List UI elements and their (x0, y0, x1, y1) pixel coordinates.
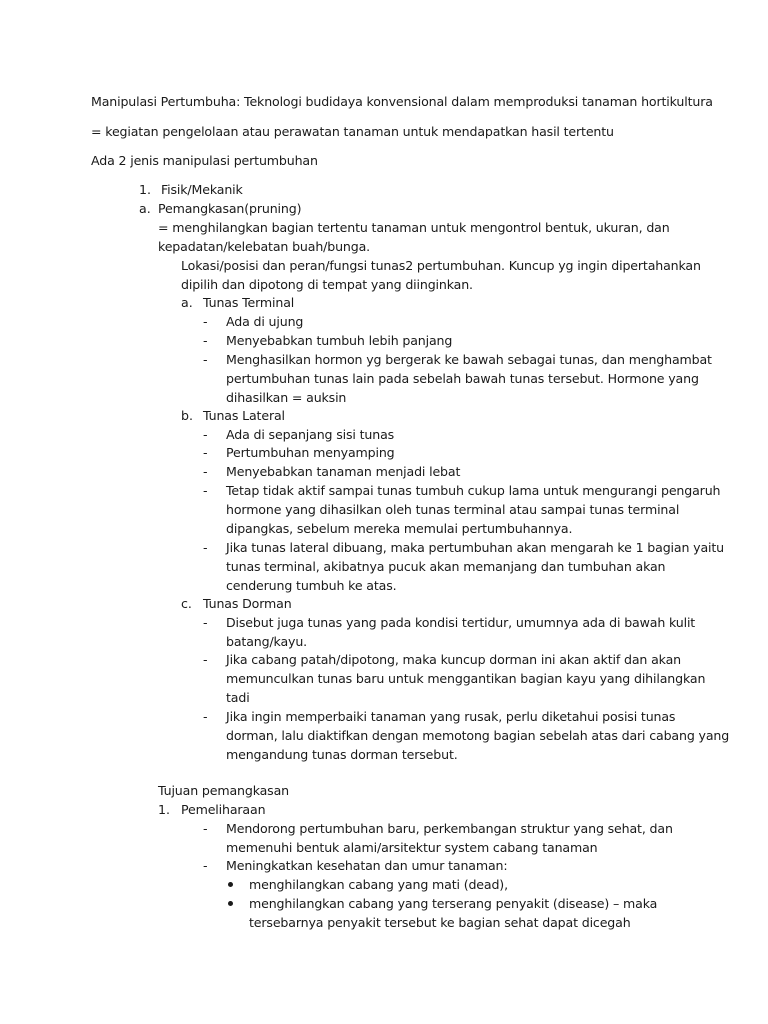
terminal-item-1: Ada di ujung (226, 314, 304, 329)
terminal-item-1-dash: - (203, 314, 208, 329)
dorman-item-3-line-1: Jika ingin memperbaiki tanaman yang rusak, perlu diketahui posisi tunas (226, 709, 676, 724)
lateral-item-4-dash: - (203, 483, 208, 498)
lateral-item-5-line-2: tunas terminal, akibatnya pucuk akan memanjang dan tumbuhan akan (226, 559, 666, 574)
doc-title: Manipulasi Pertumbuha: Teknologi budidaya konvensional dalam memproduksi tanaman hortikultura (91, 94, 713, 109)
lateral-item-3-dash: - (203, 464, 208, 479)
lateral-item-2-dash: - (203, 445, 208, 460)
tujuan-item-1-title: Pemeliharaan (181, 802, 266, 817)
terminal-title: Tunas Terminal (203, 295, 295, 310)
terminal-item-3-line-2: pertumbuhan tunas lain pada sebelah bawah tunas tersebut. Hormone yang (226, 371, 699, 386)
dorman-item-3-dash: - (203, 709, 208, 724)
tujuan-point-2-dash: - (203, 858, 208, 873)
location-line-1: Lokasi/posisi dan peran/fungsi tunas2 pertumbuhan. Kuncup yg ingin dipertahankan (181, 258, 701, 273)
bullet-dot-icon (228, 901, 233, 906)
lateral-item-5-line-3: cenderung tumbuh ke atas. (226, 578, 397, 593)
terminal-item-3-line-1: Menghasilkan hormon yg bergerak ke bawah sebagai tunas, dan menghambat (226, 352, 712, 367)
bullet-dot-icon (228, 882, 233, 887)
dorman-item-2-line-3: tadi (226, 690, 250, 705)
location-line-2: dipilih dan dipotong di tempat yang diinginkan. (181, 277, 473, 292)
sub-a-marker: a. (139, 201, 151, 216)
lateral-item-5-line-1: Jika tunas lateral dibuang, maka pertumbuhan akan mengarah ke 1 bagian yaitu (226, 540, 724, 555)
dorman-marker: c. (181, 596, 192, 611)
dorman-item-1-dash: - (203, 615, 208, 630)
tujuan-point-1-line-2: memenuhi bentuk alami/arsitektur system cabang tanaman (226, 840, 598, 855)
lateral-item-2: Pertumbuhan menyamping (226, 445, 395, 460)
terminal-marker: a. (181, 295, 193, 310)
lateral-item-1-dash: - (203, 427, 208, 442)
lateral-item-5-dash: - (203, 540, 208, 555)
sub-a-definition-line-1: = menghilangkan bagian tertentu tanaman untuk mengontrol bentuk, ukuran, dan (158, 220, 670, 235)
lateral-title: Tunas Lateral (203, 408, 285, 423)
lateral-marker: b. (181, 408, 193, 423)
dorman-item-2-line-2: memunculkan tunas baru untuk menggantikan bagian kayu yang dihilangkan (226, 671, 706, 686)
lateral-item-3: Menyebabkan tanaman menjadi lebat (226, 464, 461, 479)
lateral-item-4-line-1: Tetap tidak aktif sampai tunas tumbuh cukup lama untuk mengurangi pengaruh (226, 483, 721, 498)
tujuan-bullet-2-line-1: menghilangkan cabang yang terserang penyakit (disease) – maka (249, 896, 658, 911)
dorman-item-3-line-3: mengandung tunas dorman tersebut. (226, 747, 458, 762)
doc-definition: = kegiatan pengelolaan atau perawatan tanaman untuk mendapatkan hasil tertentu (91, 124, 614, 139)
sub-a-title: Pemangkasan(pruning) (158, 201, 302, 216)
dorman-item-1-line-2: batang/kayu. (226, 634, 308, 649)
section1-title: Fisik/Mekanik (161, 182, 243, 197)
dorman-item-1-line-1: Disebut juga tunas yang pada kondisi tertidur, umumnya ada di bawah kulit (226, 615, 696, 630)
lateral-item-1: Ada di sepanjang sisi tunas (226, 427, 395, 442)
lateral-item-4-line-2: hormone yang dihasilkan oleh tunas terminal atau sampai tunas terminal (226, 502, 680, 517)
dorman-item-2-dash: - (203, 652, 208, 667)
terminal-item-2-dash: - (203, 333, 208, 348)
terminal-item-2: Menyebabkan tumbuh lebih panjang (226, 333, 453, 348)
terminal-item-3-line-3: dihasilkan = auksin (226, 390, 347, 405)
tujuan-point-1-line-1: Mendorong pertumbuhan baru, perkembangan struktur yang sehat, dan (226, 821, 673, 836)
sub-a-definition-line-2: kepadatan/kelebatan buah/bunga. (158, 239, 371, 254)
tujuan-point-2: Meningkatkan kesehatan dan umur tanaman: (226, 858, 508, 873)
terminal-item-3-dash: - (203, 352, 208, 367)
dorman-item-2-line-1: Jika cabang patah/dipotong, maka kuncup dorman ini akan aktif dan akan (226, 652, 681, 667)
lateral-item-4-line-3: dipangkas, sebelum mereka memulai pertumbuhannya. (226, 521, 573, 536)
tujuan-item-1-marker: 1. (158, 802, 171, 817)
tujuan-point-1-dash: - (203, 821, 208, 836)
dorman-title: Tunas Dorman (203, 596, 292, 611)
section1-marker: 1. (139, 182, 152, 197)
dorman-item-3-line-2: dorman, lalu diaktifkan dengan memotong bagian sebelah atas dari cabang yang (226, 728, 730, 743)
tujuan-bullet-2-line-2: tersebarnya penyakit tersebut ke bagian sehat dapat dicegah (249, 915, 631, 930)
doc-intro: Ada 2 jenis manipulasi pertumbuhan (91, 153, 318, 168)
tujuan-title: Tujuan pemangkasan (158, 783, 289, 798)
tujuan-bullet-1: menghilangkan cabang yang mati (dead), (249, 877, 508, 892)
